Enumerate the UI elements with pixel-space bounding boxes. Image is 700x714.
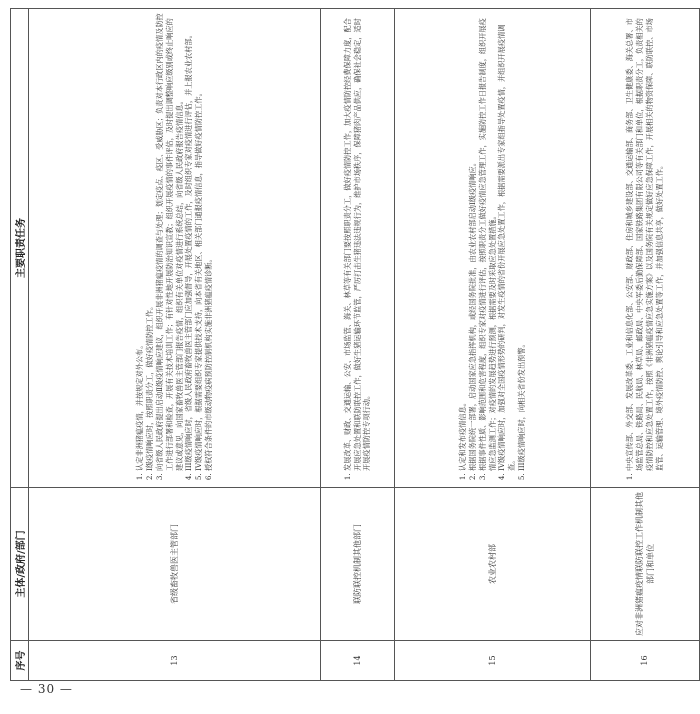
rotated-table-container: [10, 8, 664, 681]
row-duties: [591, 9, 700, 488]
duty-table: [10, 8, 700, 681]
row-index: 16: [591, 641, 700, 681]
duty-item: 4. III级疫情响应时，省级人民政府畜牧兽医主管部门应加强督导，开展处置疫情的工作，及时组织专家对疫情进行评估，并上报农业农村部。: [184, 12, 194, 471]
duty-item: 5. IV级疫情响应时，根据需要组织专家提供技术支持，向本省有关地区、相关部门通报疫情信息，指导做好疫情防控工作。: [194, 12, 204, 471]
table-row: [29, 9, 321, 681]
duty-item: 2. 根据国务院统一部署，启动国家应急指挥机构，或经国务院批准，由农业农村部启动Ⅰ级疫情响应。: [468, 12, 478, 471]
duty-item: 3. 向省级人民政府提出启动Ⅱ级疫情响应建议，组织开展非洲猪瘟疫情的调查与处理；划定疫点、疫区、受威胁区；负责对本行政区内的疫情及防控工作进行部署和检查，开展有关技术培训工作；有针对性地开展防治知识宣教；组织开展疫情的事件评估，及时提出调整响应级别或终止响应的建议或意见，向国家畜牧兽医主管部门报告疫情，组织有关单位对疫情进行系统总结，向省级人民政府报告疫情信息。: [155, 12, 185, 471]
row-duties: [29, 9, 321, 488]
table-row: [591, 9, 700, 681]
row-department: 省级畜牧兽医主管部门: [29, 488, 321, 641]
header-duties: 主要职责任务: [11, 9, 29, 488]
duty-item: 1. 认定非洲猪瘟疫情，并按规定对外公布。: [135, 12, 145, 471]
duty-item: 5. III级疫情响应时，向相关省份发出预警。: [517, 12, 527, 471]
row-department: 联防联控机制其他部门: [321, 488, 395, 641]
page-number: — 30 —: [20, 682, 73, 696]
duty-list: [343, 12, 373, 484]
row-department: 农业农村部: [395, 488, 591, 641]
table-row: [395, 9, 591, 681]
duty-item: 3. 根据事件性质、影响范围和危害程度，组织专家对疫情进行评估，按照职责分工做好疫情应急管理工作，实施防控工作日报告制度，组织开展疫情应急监测工作；对疫情的发展趋势进行预测，根据需要及时采取应急处置措施。: [478, 12, 498, 471]
duty-item: 1. 中央宣传部、外交部、发展改革委、工业和信息化部、公安部、财政部、住房和城乡建设部、交通运输部、商务部、卫生健康委、海关总署、市场监管总局、铁路局、民航局、林草局、邮政局、中央军委后勤保障部、国家铁路集团有限公司等有关部门和单位，根据职责分工，负责相关的疫情防控和应急处置工作，按照《非洲猪瘟疫情应急实施方案》以及国务院有关规定做好应急保障工作，开展相关的物资保障、联防联控、市场监管、运输管理、境外疫情防控、舆论引导和应急处置等工作，并加强信息共享，做好处置工作。: [625, 12, 665, 471]
duty-list: [458, 12, 528, 484]
table-header-row: [11, 9, 29, 681]
duty-list: [625, 12, 665, 484]
row-duties: [395, 9, 591, 488]
header-index: 序号: [11, 641, 29, 681]
duty-item: 1. 发展改革、财政、交通运输、公安、市场监管、海关、林草等有关部门要按照职责分工，做好疫情防控工作，加大疫情防控经费保障力度，配合开展应急处置和联防联控工作，做好生猪运输环节监管，严厉打击生猪违法违规行为，维护市场秩序，保障猪肉产品供应，确保社会稳定，适时开展疫情防控专项行动。: [343, 12, 373, 471]
table-row: [321, 9, 395, 681]
duty-item: 4. IV级疫情响应时，加强对全国疫情形势的研判，对发生疫情的省份开展应急处置工作，根据需要派出专家组指导处置疫情，并组织开展疫情调查。: [497, 12, 517, 471]
header-department: 主体/政府/部门: [11, 488, 29, 641]
row-duties: [321, 9, 395, 488]
row-index: 14: [321, 641, 395, 681]
row-index: 15: [395, 641, 591, 681]
duty-item: 6. 授权符合条件的市级动物疫病预防控制机构实施非洲猪瘟疫情诊断。: [204, 12, 214, 471]
row-index: 13: [29, 641, 321, 681]
duty-item: 2. I级疫情响应时，按照职责分工，做好疫情防控工作。: [145, 12, 155, 471]
row-department: 应对非洲猪瘟疫情联防联控工作机制其他部门和单位: [591, 488, 700, 641]
duty-item: 1. 认定和发布疫情信息。: [458, 12, 468, 471]
duty-list: [135, 12, 215, 484]
